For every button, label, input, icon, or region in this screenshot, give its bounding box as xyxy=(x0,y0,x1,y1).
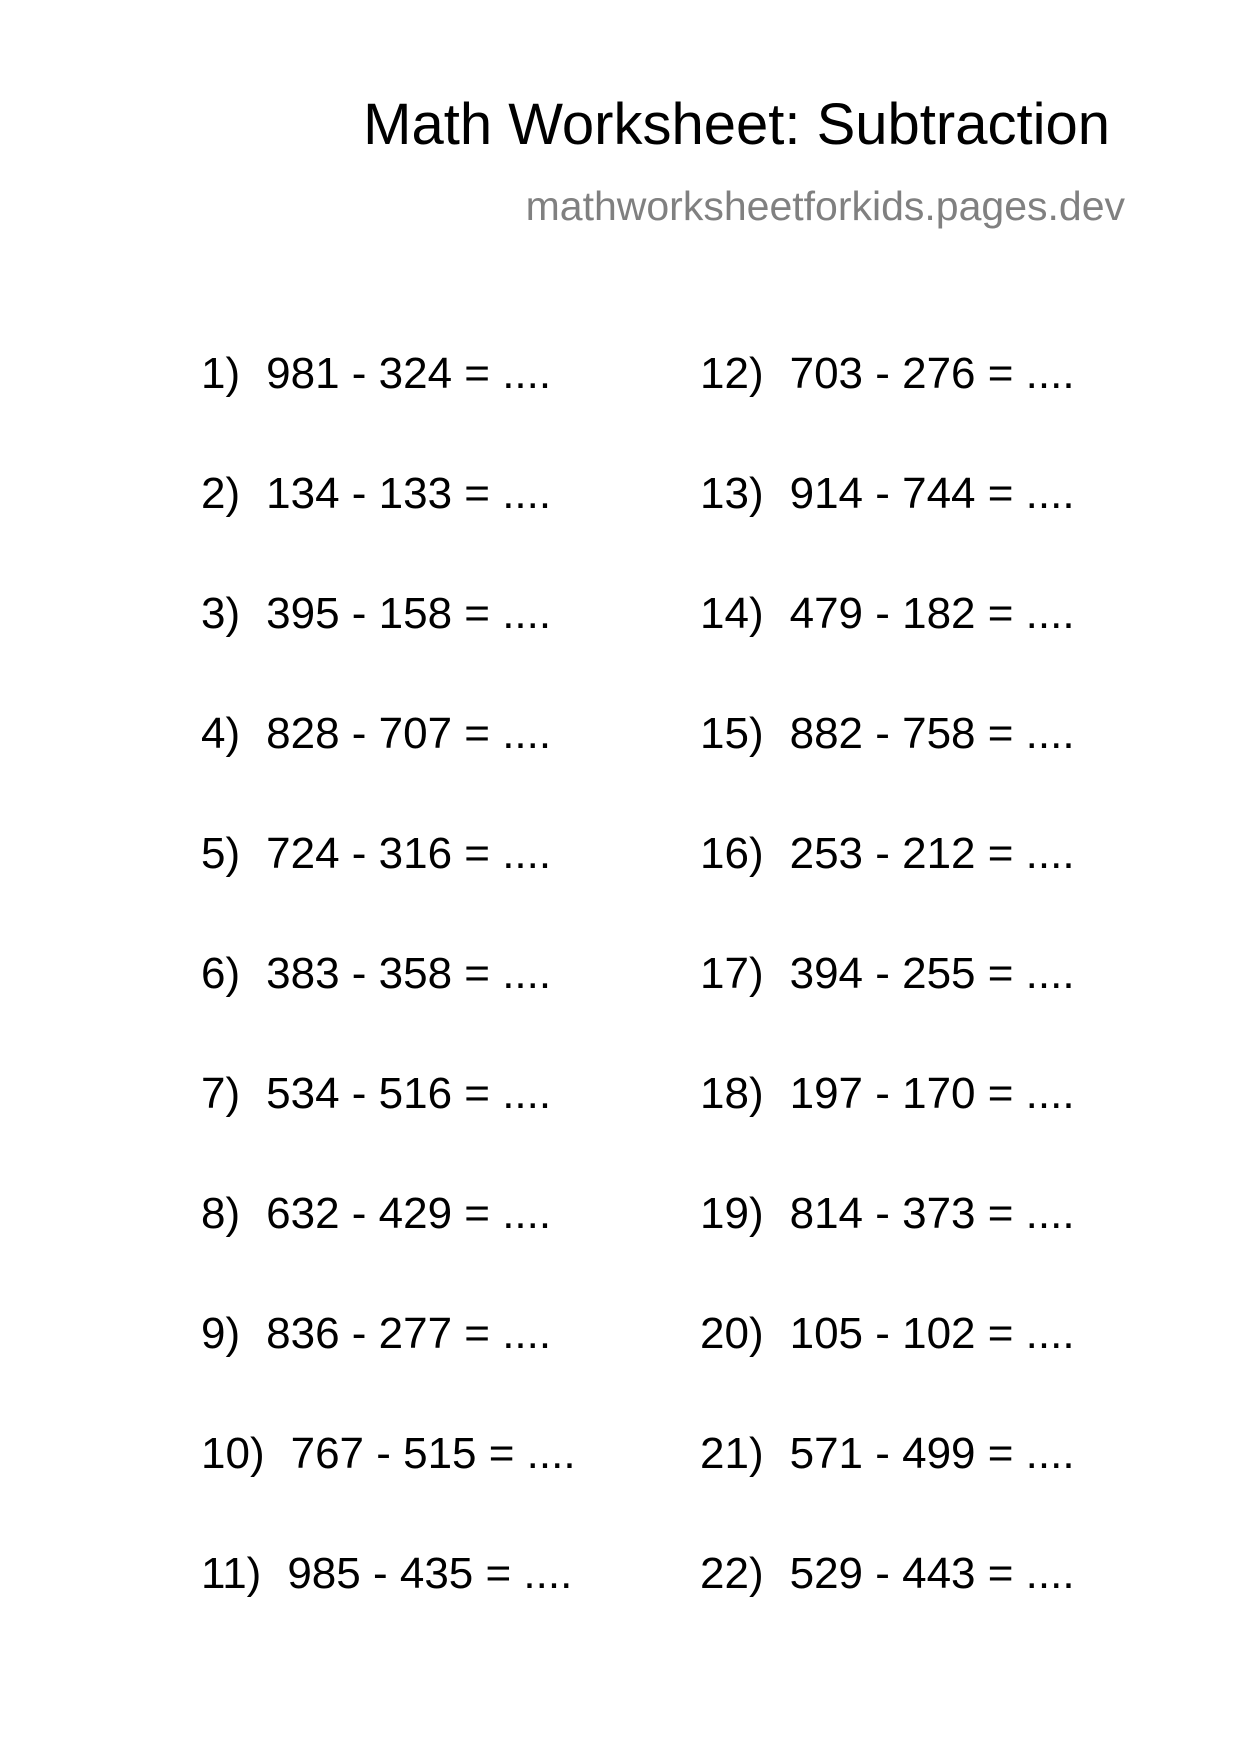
problem-expression: 534 - 516 = .... xyxy=(266,1069,552,1118)
problem-number: 5) xyxy=(201,829,241,878)
problem-number: 19) xyxy=(700,1189,764,1238)
problem-number: 9) xyxy=(201,1309,241,1358)
problem-column-right xyxy=(700,349,1075,1672)
problem-expression: 981 - 324 = .... xyxy=(266,349,552,398)
problem-expression: 253 - 212 = .... xyxy=(789,829,1075,878)
page-title: Math Worksheet: Subtraction xyxy=(363,92,1110,157)
problem-number: 22) xyxy=(700,1549,764,1598)
problem-expression: 197 - 170 = .... xyxy=(789,1069,1075,1118)
problem-item xyxy=(201,589,576,712)
problem-number: 14) xyxy=(700,589,764,638)
problem-number: 8) xyxy=(201,1189,241,1238)
problem-number: 20) xyxy=(700,1309,764,1358)
problem-expression: 529 - 443 = .... xyxy=(789,1549,1075,1598)
problem-item xyxy=(700,469,1075,592)
problem-column-left xyxy=(201,349,576,1672)
problem-item xyxy=(700,829,1075,952)
problem-expression: 814 - 373 = .... xyxy=(789,1189,1075,1238)
problem-number: 6) xyxy=(201,949,241,998)
problem-item xyxy=(201,829,576,952)
problem-number: 3) xyxy=(201,589,241,638)
problem-expression: 985 - 435 = .... xyxy=(287,1549,573,1598)
problem-item xyxy=(700,349,1075,472)
problem-number: 12) xyxy=(700,349,764,398)
problem-number: 17) xyxy=(700,949,764,998)
problem-item xyxy=(201,349,576,472)
problem-number: 16) xyxy=(700,829,764,878)
problem-item xyxy=(201,1429,576,1552)
problem-number: 13) xyxy=(700,469,764,518)
problem-item xyxy=(700,1549,1075,1672)
problem-expression: 836 - 277 = .... xyxy=(266,1309,552,1358)
problem-number: 1) xyxy=(201,349,241,398)
problem-expression: 479 - 182 = .... xyxy=(789,589,1075,638)
problem-number: 7) xyxy=(201,1069,241,1118)
problem-expression: 571 - 499 = .... xyxy=(789,1429,1075,1478)
problem-item xyxy=(201,469,576,592)
problem-item xyxy=(700,1069,1075,1192)
problem-expression: 632 - 429 = .... xyxy=(266,1189,552,1238)
problem-item xyxy=(700,949,1075,1072)
problem-number: 11) xyxy=(201,1549,262,1598)
problem-expression: 394 - 255 = .... xyxy=(789,949,1075,998)
problem-item xyxy=(700,1429,1075,1552)
problem-number: 18) xyxy=(700,1069,764,1118)
problem-item xyxy=(700,1189,1075,1312)
problem-item xyxy=(700,589,1075,712)
problem-number: 15) xyxy=(700,709,764,758)
problem-item xyxy=(201,1069,576,1192)
problem-expression: 703 - 276 = .... xyxy=(789,349,1075,398)
problem-expression: 828 - 707 = .... xyxy=(266,709,552,758)
problem-number: 21) xyxy=(700,1429,764,1478)
problem-expression: 767 - 515 = .... xyxy=(290,1429,576,1478)
problem-expression: 914 - 744 = .... xyxy=(789,469,1075,518)
problem-expression: 105 - 102 = .... xyxy=(789,1309,1075,1358)
problem-number: 2) xyxy=(201,469,241,518)
problem-expression: 134 - 133 = .... xyxy=(266,469,552,518)
site-url: mathworksheetforkids.pages.dev xyxy=(525,183,1125,229)
problem-item xyxy=(201,1189,576,1312)
problem-item xyxy=(201,1549,576,1672)
problem-expression: 383 - 358 = .... xyxy=(266,949,552,998)
problem-item xyxy=(201,1309,576,1432)
problem-number: 4) xyxy=(201,709,241,758)
problem-number: 10) xyxy=(201,1429,265,1478)
problem-item xyxy=(201,709,576,832)
problem-item xyxy=(700,1309,1075,1432)
problem-expression: 724 - 316 = .... xyxy=(266,829,552,878)
problem-item xyxy=(700,709,1075,832)
problem-expression: 882 - 758 = .... xyxy=(789,709,1075,758)
problem-expression: 395 - 158 = .... xyxy=(266,589,552,638)
problem-item xyxy=(201,949,576,1072)
